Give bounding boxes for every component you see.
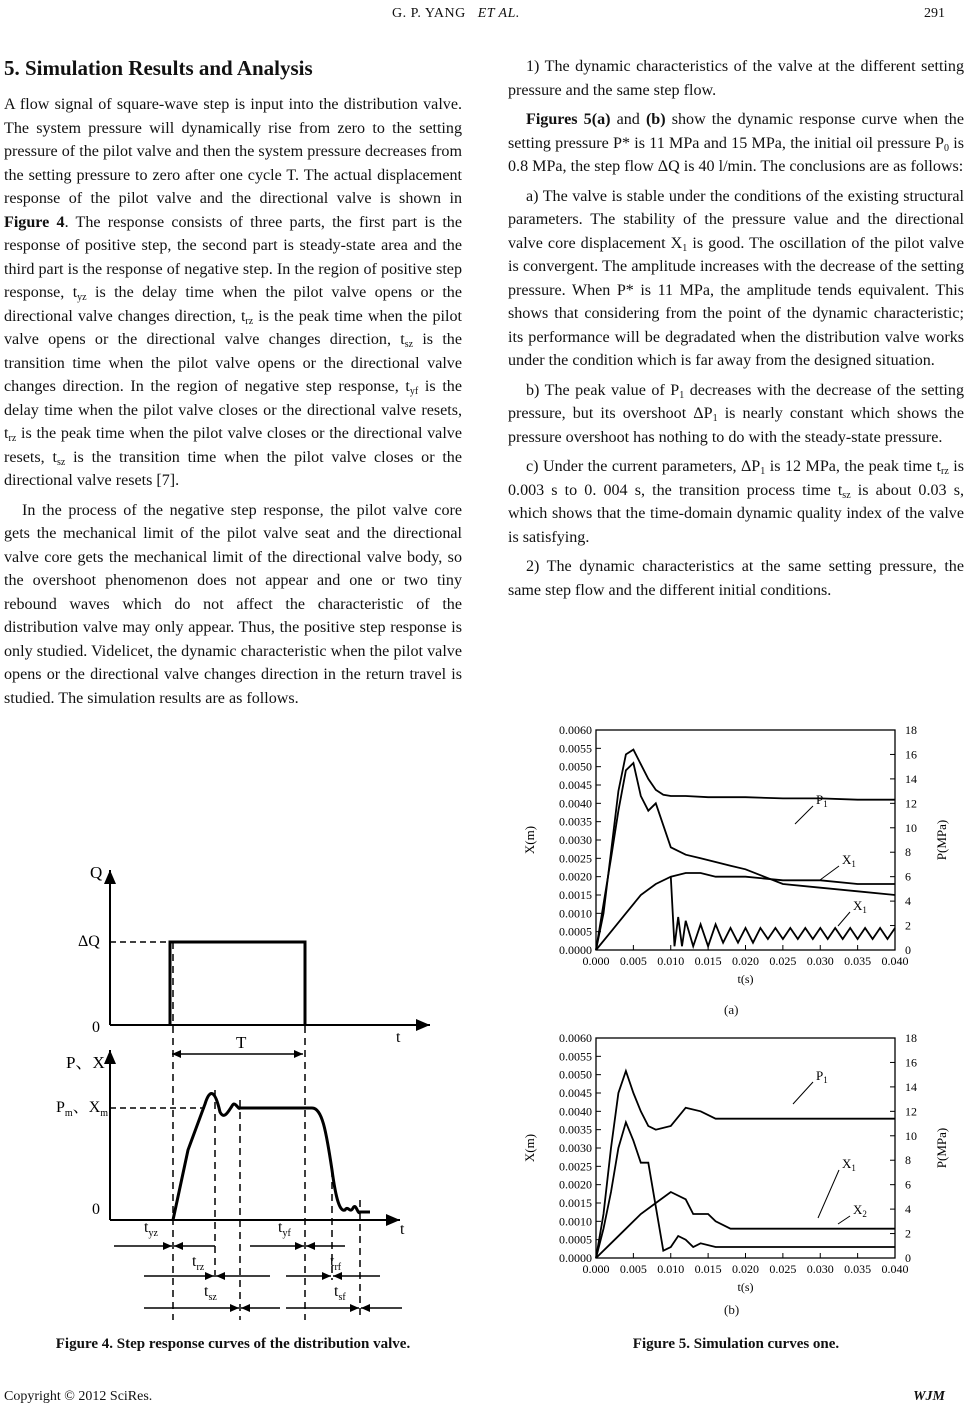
zero-bottom: 0 bbox=[92, 1201, 100, 1218]
series-leader bbox=[838, 1216, 850, 1224]
y2-tick-label: 0 bbox=[905, 1251, 911, 1265]
zero-top: 0 bbox=[92, 1019, 100, 1036]
x-tick-label: 0.040 bbox=[881, 1262, 909, 1276]
trz-label: $t_{rz}$ bbox=[192, 1253, 205, 1273]
figure-5a-chart bbox=[508, 718, 958, 1000]
y2-tick-label: 14 bbox=[905, 771, 917, 786]
y2-axis-label: P(MPa) bbox=[934, 819, 949, 861]
paragraph: A flow signal of square-wave step is input into the distribution valve. The system pressure will dynamically rise from zero to the setting pressure of the pilot valve and then the system pressure decreases from the setting pressure to zero after one cycle T. The actual displacement response of the pilot valve and the directional valve is shown in Figure 4. The response consists of three parts, the first part is the response of positive step, the second part is steady-state area and the third part is the response of negative step. In the region of positive step response, $t_{yz}$ is the delay time when the pilot valve opens or the directional valve changes direction, $t_{rz}$ is the peak time when the pilot valve opens or the directional valve changes direction, $t_{sz}$ is the transition time when the pilot valve opens or the directional valve changes direction. In the region of negative step response, $t_{yf}$ is the delay time when the pilot valve closes or the directional valve resets, $t_{rz}$ is the peak time when the pilot valve closes or the directional valve resets, $t_{sz}$ is the transition time when the pilot valve closes or the directional valve resets [7]. bbox=[4, 96, 463, 489]
y2-tick-label: 10 bbox=[905, 820, 917, 835]
journal-abbrev: WJM bbox=[913, 1389, 945, 1404]
paragraph: Figures 5(a) and (b) show the dynamic response curve when the setting pressure P* is 11 MPa and 15 MPa, the initial oil pressure $P_0$ is 0.8 MPa, the step flow ΔQ is 40 l/min. The conclusions are as follows: bbox=[508, 111, 964, 175]
x-tick-label: 0.020 bbox=[732, 1262, 759, 1276]
series-leader bbox=[793, 1082, 813, 1104]
y2-tick-label: 16 bbox=[905, 1055, 917, 1070]
figure-5-caption: Figure 5. Simulation curves one. bbox=[632, 1336, 840, 1352]
y-tick-label: 0.0040 bbox=[559, 1104, 592, 1119]
page-footer bbox=[0, 1389, 967, 1415]
paragraph: b) The peak value of $P_1$ decreases with the decrease of the setting pressure, but its overshoot $\Delta P_1$ is nearly constant which shows the pressure overshoot has nothing to do with the steady-state pressure. bbox=[508, 381, 964, 446]
dq-label: ΔQ bbox=[78, 933, 100, 950]
x-tick-label: 0.025 bbox=[769, 1262, 797, 1276]
trf-label: $t_{rf}$ bbox=[330, 1253, 342, 1273]
figure-4-diagram bbox=[40, 850, 460, 1320]
y2-tick-label: 2 bbox=[905, 1226, 911, 1241]
paragraph: In the process of the negative step response, the pilot valve core gets the mechanical limit of the pilot valve seat and the directional valve core gets the mechanical limit of the directional valve body, so the overshoot phenomenon does not appear and one or two tiny rebound waves which do not affect the characteristic of the distribution valve may only appear. Thus, the positive step response is only studied. Videlicet, the dynamic characteristic when the pilot valve opens or the directional valve changes direction in the return travel is studied. The simulation results are as follows. bbox=[4, 501, 462, 707]
y2-axis-label: P(MPa) bbox=[934, 1127, 949, 1169]
y2-tick-label: 16 bbox=[905, 747, 917, 762]
series-label-x1: $X_1$ bbox=[842, 1156, 856, 1173]
left-column bbox=[4, 55, 462, 716]
series-leader bbox=[795, 806, 813, 824]
figure-5a-label: (a) bbox=[724, 1002, 739, 1017]
y2-tick-label: 4 bbox=[905, 894, 911, 909]
x-axis-label: t(s) bbox=[737, 972, 754, 986]
x-axis-label: t(s) bbox=[737, 1280, 754, 1294]
x-tick-label: 0.015 bbox=[694, 954, 722, 968]
y2-tick-label: 6 bbox=[905, 869, 911, 884]
copyright: Copyright © 2012 SciRes. bbox=[4, 1389, 153, 1404]
px-axis-label: P、X bbox=[66, 1053, 105, 1072]
y-axis-label: X(m) bbox=[522, 1133, 537, 1163]
y-tick-label: 0.0045 bbox=[559, 778, 592, 792]
series-line-x1 bbox=[596, 1122, 895, 1258]
y-tick-label: 0.0055 bbox=[559, 1049, 592, 1064]
figure-4-caption: Figure 4. Step response curves of the distribution valve. bbox=[55, 1336, 411, 1352]
y2-tick-label: 12 bbox=[905, 796, 917, 811]
plot-frame bbox=[596, 1038, 895, 1258]
y2-tick-label: 2 bbox=[905, 918, 911, 933]
y-tick-label: 0.0035 bbox=[559, 814, 592, 829]
y-tick-label: 0.0035 bbox=[559, 1122, 592, 1137]
series-label-p1: $P_1$ bbox=[816, 1068, 828, 1085]
x-tick-label: 0.040 bbox=[881, 954, 909, 968]
y-tick-label: 0.0000 bbox=[559, 943, 592, 957]
x-tick-label: 0.030 bbox=[806, 1262, 834, 1276]
series-line-x2 bbox=[596, 1192, 895, 1258]
series-leader bbox=[818, 1170, 839, 1218]
tyz-label: $t_{yz}$ bbox=[144, 1219, 158, 1239]
y-tick-label: 0.0005 bbox=[559, 924, 592, 939]
tyf-label: $t_{yf}$ bbox=[278, 1219, 291, 1239]
y2-tick-label: 18 bbox=[905, 1031, 917, 1045]
x-tick-label: 0.000 bbox=[582, 954, 610, 968]
y-tick-label: 0.0020 bbox=[559, 1177, 592, 1192]
y2-tick-label: 8 bbox=[905, 1153, 911, 1168]
page-number: 291 bbox=[924, 6, 945, 21]
t-label-top: t bbox=[396, 1029, 401, 1046]
y2-tick-label: 6 bbox=[905, 1177, 911, 1192]
paragraph: c) Under the current parameters, $\Delta P_1$ is 12 MPa, the peak time $t_{rz}$ is 0.003 s to 0. 004 s, the transition process time $t_{sz}$ is about 0.03 s, which shows that the time-domain dynamic quality index of the valve is satisfying. bbox=[508, 458, 964, 546]
series-label-x2: $X_1$ bbox=[853, 898, 867, 915]
y-tick-label: 0.0030 bbox=[559, 1141, 592, 1155]
y2-tick-label: 14 bbox=[905, 1079, 917, 1094]
figure-5b-label: (b) bbox=[724, 1302, 740, 1317]
header-author: G. P. YANG ET AL. bbox=[392, 6, 520, 21]
y-tick-label: 0.0025 bbox=[559, 851, 592, 866]
section-title: 5. Simulation Results and Analysis bbox=[4, 56, 313, 80]
q-axis-label: Q bbox=[90, 863, 103, 882]
paragraph: 2) The dynamic characteristics at the same setting pressure, the same step flow and the different initial conditions. bbox=[508, 558, 964, 599]
y-tick-label: 0.0050 bbox=[559, 1067, 592, 1082]
x-tick-label: 0.020 bbox=[732, 954, 759, 968]
y2-tick-label: 4 bbox=[905, 1202, 911, 1217]
y-tick-label: 0.0050 bbox=[559, 759, 592, 774]
y-tick-label: 0.0045 bbox=[559, 1086, 592, 1100]
x-tick-label: 0.000 bbox=[582, 1262, 610, 1276]
x-tick-label: 0.035 bbox=[844, 954, 872, 968]
y-tick-label: 0.0030 bbox=[559, 833, 592, 847]
y-tick-label: 0.0020 bbox=[559, 869, 592, 884]
paragraph: 1) The dynamic characteristics of the valve at the different setting pressure and the same step flow. bbox=[508, 58, 964, 99]
x-tick-label: 0.010 bbox=[657, 954, 685, 968]
running-header bbox=[0, 6, 967, 28]
x-tick-label: 0.010 bbox=[657, 1262, 685, 1276]
y2-tick-label: 10 bbox=[905, 1128, 917, 1143]
y-tick-label: 0.0010 bbox=[559, 906, 592, 921]
tsf-label: $t_{sf}$ bbox=[334, 1283, 346, 1303]
y-tick-label: 0.0060 bbox=[559, 1031, 592, 1045]
series-leader bbox=[838, 912, 850, 926]
x-tick-label: 0.005 bbox=[619, 1262, 647, 1276]
y-tick-label: 0.0055 bbox=[559, 741, 592, 756]
t-label-bottom: t bbox=[400, 1221, 405, 1238]
pm-label: $P_m$、$X_m$ bbox=[56, 1099, 109, 1119]
figure-5b-chart bbox=[508, 1026, 958, 1308]
series-label-p1: $P_1$ bbox=[816, 792, 828, 809]
y-tick-label: 0.0010 bbox=[559, 1214, 592, 1229]
series-leader bbox=[820, 866, 839, 880]
series-line-x2 bbox=[596, 873, 895, 950]
x-tick-label: 0.030 bbox=[806, 954, 834, 968]
y2-tick-label: 8 bbox=[905, 845, 911, 860]
y-tick-label: 0.0015 bbox=[559, 888, 592, 902]
y2-tick-label: 12 bbox=[905, 1104, 917, 1119]
square-wave bbox=[170, 942, 305, 1025]
period-label: T bbox=[236, 1033, 247, 1052]
x-tick-label: 0.025 bbox=[769, 954, 797, 968]
right-column bbox=[508, 55, 964, 608]
y2-tick-label: 18 bbox=[905, 723, 917, 737]
y-axis-label: X(m) bbox=[522, 825, 537, 855]
series-label-x2: $X_2$ bbox=[853, 1202, 867, 1219]
response-curve bbox=[173, 1094, 370, 1220]
y2-tick-label: 0 bbox=[905, 943, 911, 957]
x-tick-label: 0.005 bbox=[619, 954, 647, 968]
tsz-label: $t_{sz}$ bbox=[204, 1283, 217, 1303]
series-label-x1: $X_1$ bbox=[842, 852, 856, 869]
y-tick-label: 0.0060 bbox=[559, 723, 592, 737]
paragraph: a) The valve is stable under the conditions of the existing structural parameters. The stability of the pressure value and the directional valve core displacement $X_1$ is good. The oscillation of the pilot valve is convergent. The amplitude increases with the decrease of the setting pressure. When P* is 11 MPa, the amplitude tends equivalent. This shows that considering from the point of the dynamic characteristic; its performance will be degradated when the distribution valve works under the condition which is far away from the designed situation. bbox=[508, 187, 964, 369]
y-tick-label: 0.0040 bbox=[559, 796, 592, 811]
x-tick-label: 0.015 bbox=[694, 1262, 722, 1276]
x-tick-label: 0.035 bbox=[844, 1262, 872, 1276]
y-tick-label: 0.0000 bbox=[559, 1251, 592, 1265]
y-tick-label: 0.0025 bbox=[559, 1159, 592, 1174]
y-tick-label: 0.0015 bbox=[559, 1196, 592, 1210]
series-line-p1 bbox=[596, 750, 895, 950]
y-tick-label: 0.0005 bbox=[559, 1232, 592, 1247]
